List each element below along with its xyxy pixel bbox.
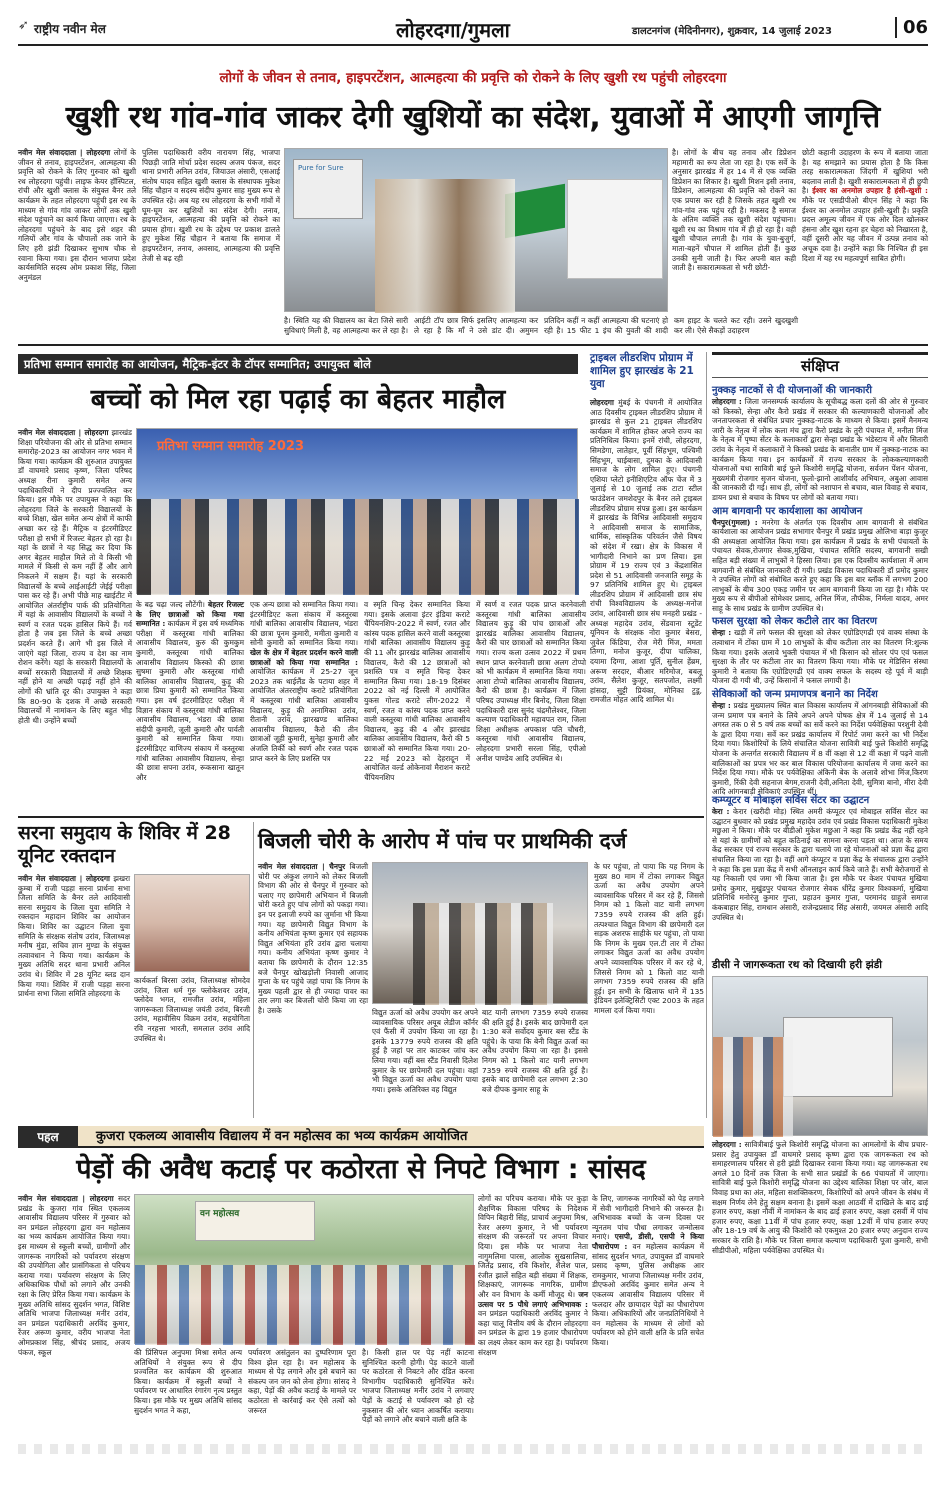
vehicle-shape (783, 1017, 893, 1097)
story1-subhead: ईश्वर का अनमोल उपहार है हंसी-खुशी : (812, 186, 928, 196)
story1-col2: पुलिस पदाधिकारी वरीय नारायण सिंह, भाजपा पिछड़ी जाति मोर्चा प्रदेश सदस्य अजय पंकज, सदर थाना प्रभारी अनिल उरांव, जियाउल अंसारी, एसआई संतोष यादव सहित खुशी क्लास के संस्थापक मुकेश सिंह चौहान व सदस्य संदीप कुमार साह मुख्य रूप से उपस्थित रहे। अब यह रथ लोहरदगा के सभी गांवों में घूम-घूम कर खुशियों का संदेश देगी। तनाव, हाइपरटेंशन, आत्महत्या की प्रवृत्ति को रोकने का प्रयास होगा। खुशी रथ के उद्देश्य पर प्रकाश डालते हुए मुकेश सिंह चौहान ने बताया कि समाज में हाइपरटेंशन, तनाव, अवसाद, आत्महत्या की प्रवृत्ति तेजी से बढ़ रही (142, 148, 280, 263)
story6-col2: की प्रिंसिपल अनुपमा मिश्रा समेत अन्य अतिथियों ने संयुक्त रूप से दीप प्रज्वलित कर कार्यक्रम की शुरुआत किया। कार्यक्रम में स्कूली बच्चों ने पर्यावरण पर आधारित रंगारंग नृत्य प्रस्तुत किया। इस मौके पर मुख्य अतिथि सांसद सुदर्शन भगत ने कहा, (134, 1348, 242, 1415)
story4-dateline: नवीन मेल संवाददाता | लोहरदगा (18, 874, 110, 883)
brief-item: कम्प्यूटर व मोबाइल सर्विस सेंटर का उद्घाटन केरा : केरार (खरीदी मोड़) स्थित अमरी कंप्यूटर एवं मोबाइल सर्विस सेंटर का उद्घाटन बुधवार को प्रखंड प्रमुख महादेव उरांव एवं प्रखंड विकास पदाधिकारी मुकेश मछुआ ने किया। मौके पर बीडीओ मुकेश मछुआ ने कहा कि प्रखंड केंद्र नहीं रहने से यहां के ग्रामीणों को बहुत कठिनाई का सामना करना पड़ता था। आज के समय केंद्र सरकार एवं राज्य सरकार के द्वारा चलाये जा रहे योजनाओं को प्रज्ञा केंद्र द्वारा संचालित किया जा रहा है। वहीं आगे कंप्यूटर व प्रज्ञा केंद्र के संचालक द्वारा उन्होंने ने कहा कि इस प्रज्ञा केंद्र में सभी ऑनलाइन कार्य किये जाते हैं। सभी बेरोजगारों से यह निकाली एवं जमा भी किया जाता है। इस मौके पर केशर पंचायत मुखिया प्रमोद कुमार, मुखुंडपुर पंचायत रोजगार सेवक धीरेंद्र कुमार विश्वकर्मा, मुखिया प्रतिनिधि मनोरंजु कुमार गुप्ता, प्रहाउन कुमार गुप्ता, परमानंद ग्राहुजे समाज कंकबाहार सिंह, रामधान अंसारी, राजेन्द्रप्रसाद सिंह अंसारी, जयमल अंसारी आदि उपस्थित थे। (712, 795, 928, 922)
story6-col4: है। किसी हाल पर पेड़ नहीं काटना सुनिश्चित करनी होगी। पेड़ काटने वालों पर कठोरता से निबटने और दंडित करना विभागीय पदाधिकारी सुनिश्चित करें। भाजपा जिलाध्यक्ष मनीर उरांव ने लगवाए पेड़ों के कटाई से पर्यावरण को हो रहे नुकसान की ओर ध्यान आकर्षित कराया। पेड़ों को लगाने और बचाने वाली क्षति के (362, 1348, 474, 1425)
people-group (713, 1037, 793, 1137)
story4-col2: कार्यकर्ता बिरसा उरांव, जिलाध्यक्ष सोमदेव उरांव, जिला धर्म गुरु फ्लोकेशवर उरांव, फ्लोदेव भगत, रामजीत उरांव, महिला जागरूकता जिलाध्यक्ष जयंती उरांव, बिरजी उरांव, महावीसिय विक्रम उरांव, सहयोगिता रवि नरहत्ता भारती, समलाल उरांव आदि उपस्थित थे। (134, 976, 250, 1043)
van-banner: वन महोत्सव (195, 1201, 315, 1241)
story6-banner (18, 1126, 704, 1148)
story2-col5: में स्वर्ण व रजत पदक प्राप्त करनेवाली कस्तूरबा गांधी बालिका आवासीय विद्यालय कुड़ू की पांच छात्राओं और झारखंड बालिका आवासीय विद्यालय, कैरो की चार छात्राओं को सम्मानित किया गया। राज्य कला उत्सव 2022 में प्रथम स्थान प्राप्त करनेवाली छात्रा अलग टोप्पो को भी कार्यक्रम में सम्मानित किया गया। आशा टोप्पो बालिका आवासीय विद्यालय, कैरो की छात्रा है। कार्यक्रम में जिला परिषद उपाध्यक्ष मीर बिनोद, जिला शिक्षा पदाधिकारी दास सुनंद चंद्रमौलेश्वर, जिला कल्याण पदाधिकारी महावपत राम, जिला शिक्षा अधीक्षक अपकाश पति चौधरी, कस्तूरबा गांधी आवासीय विद्यालय, लोहरदगा प्रभारी सरला सिंह, एपीओ अनीश पाण्डेय आदि उपस्थित थे। (476, 600, 586, 763)
registration-bar (18, 1444, 928, 1454)
story1-dateline: नवीन मेल संवाददाता | लोहरदगा (18, 148, 111, 157)
column-rule (253, 822, 254, 1118)
samman-banner: प्रतिभा सम्मान समारोह 2023 (157, 439, 304, 454)
story2-col1: नवीन मेल संवाददाता | लोहरदगा झारखंड शिक्षा परियोजना की ओर से प्रतिभा सम्मान समारोह-2023 का आयोजन नगर भवन में किया गया। कार्यक्रम की शुरुआत उपायुक्त डॉ वाघमारे प्रसाद कृष्ण, जिला परिषद अध्यक्ष रीना कुमारी समेत अन्य पदाधिकारियों ने दीप प्रज्ज्वलित कर किया। इस मौके पर उपायुक्त ने कहा कि लोहरदगा जिले के सरकारी विद्यालयों के बच्चे शिक्षा, खेल समेत अन्य क्षेत्रों में काफी अच्छा कर रहे हैं। मैट्रिक व इंटरमीडिएट परीक्षा हो सभी में रिजल्ट बेहतर हो रहा है। यहां के छात्रों ने यह सिद्ध कर दिया कि अगर बेहतर माहौल मिले तो वे किसी भी मामले में किसी से कम नहीं हैं और आगे निकलने में सक्षम हैं। यहां के सरकारी विद्यालयों के बच्चे आईआईटी जेईई परीक्षा पास कर रहे हैं। अभी पीछे माह खाईटीट में आयोजित अंतर्राष्ट्रीय पार्क की प्रतियोगिता में यहां के आवासीय विद्यालयों के बच्चों ने स्वर्ण व रजत पदक हासिल किये हैं। गर्व होता है जब इस जिले के बच्चे अच्छा प्रदर्शन करते हैं। आगे भी इस जिले में जाएंगे यहां जिला, राज्य व देश का नाम रोशन करेंगे। यहां के सरकारी विद्यालयों के बच्चों सरकारी विद्यालयों में अच्छे शिक्षक नहीं होने या अच्छी पढ़ाई नहीं होने की लोगों की भ्रांति दूर की। उपायुक्त ने कहा कि 80-90 के दशक में अच्छे सरकारी विद्यालयों में नामांकन के लिए बहुत भीड़ होती थी। उन्होंने बच्चों (18, 428, 132, 725)
section-title: लोहरदगा/गुमला (396, 18, 510, 42)
dc-rath-photo (712, 976, 928, 1136)
brief-item: आम बागवानी पर कार्यशाला का आयोजन चैनपुर(गुमला) : मनरेगा के अंतर्गत एक दिवसीय आम बागवानी से संबंधित कार्यशाला का आयोजन प्रखंड सभागार चैनपुर में प्रखंड प्रमुख ओलिभा बाड़ा कुजूर की अध्यक्षता आयोजित किया गया। इस कार्यक्रम में प्रखंड के सभी पंचायतों के पंचायत सेवक,रोजगार सेवक,मुखिया, पंचायत समिति सदस्य, बागवानी सखी सहित बड़ी संख्या में लाभुकों ने हिस्सा लिया। इस एक दिवसीय कार्यशाला में आम बागवानी से संबंधित जानकारी दी गयी। प्रखंड विकास पदाधिकारी डॉ प्रमोद कुमार ने उपस्थित लोगों को संबोधित करते हुए कहा कि इस बार ब्लॉक में लगभग 200 लाभुकों के बीच 300 एकड़ जमीन पर आम बागवानी किया जा रहा है। मौके पर मुख्य रूप से बीपीओ सोमेश्वर प्रसाद, अनिल मिंज, तौफीक, निर्मला यादव, अमर साहू के साथ प्रखंड के ग्रामीण उपस्थित थे। (712, 505, 928, 613)
story5-dateline: नवीन मेल संवाददाता | चैनपुर (258, 862, 346, 871)
brief-item: सेविकाओं को जन्म प्रमाणपत्र बनाने का निर्देश सेन्हा : प्रखंड मुख्यालय स्थित बाल विकास कार्यालय में आंगनबाड़ी सेविकाओं की जन्म प्रमाण पत्र बनाने के लिये अपने अपने पोषक क्षेत्र में 14 जुलाई से 14 अगस्त तक 0 से 5 वर्ष तक बच्चों का सर्वे करने का निर्देश पर्यवेक्षिका परशुनी देवी के द्वारा दिया गया। सर्वे कर प्रखंड कार्यालय में रिपोर्ट जमा करने का भी निर्देश दिया गया। किशोरियों के लिये संचालित योजना सावित्री बाई फुले किशोरी समृद्धि योजना के अन्तर्गत सरकारी विद्यालय में 8 वीं कक्षा से 12 वीं कक्षा में पढ़ने वाली बालिकाओं का प्रपत्र भर कर बाल विकास परियोजना कार्यालय में जमा करने का निर्देश दिया गया। मौके पर पर्यवेक्षिका अंकिनी बेक के अलावे शोभा मिंज,किरण कुमारी, रिंकी देवी सहनाज बेगम,राजनी देवी,अनिता देवी, सुमित्रा बानो, मीरा देवी आदि आंगनबाड़ी सेविकाएं उपस्थित थीं। (712, 689, 928, 797)
people-group (135, 1265, 475, 1345)
story6-tag: पहल (18, 1126, 78, 1148)
story6-photo (134, 1194, 474, 1344)
sankshipt-title: संक्षिप्त (801, 357, 839, 375)
story5-photo (372, 862, 588, 1004)
paper-logo-icon: ➶ (18, 18, 29, 33)
people-group (375, 179, 515, 313)
story1-col4: है। लोगों के बीच यह तनाव और डिप्रेशन महामारी का रूप लेता जा रहा है। एक सर्वे के अनुसार झारखंड में हर 14 में से एक व्यक्ति डिप्रेशन का शिकार है। खुशी मिशन इसी तनाव, डिप्रेशन, आत्महत्या की प्रवृत्ति को रोकने का एक प्रयास कर रही है जिसके तहत खुशी रथ गांव-गांव तक पहुंच रही है। मकसद है समाज के अंतिम व्यक्ति तक खुशी संदेश पहुंचाना। खुशी रथ का विश्राम गांव में ही हो रहा है। वही खुशी चौपाल लगती है। गांव के युवा-बुजुर्ग, माता-बहनें चौपाल में शामिल होती हैं। कुछ उनकी सुनी जाती है। फिर अपनी बात कही जाती है। सकारात्मकता से भरी छोटी- (672, 148, 796, 273)
billboard-text: Pure for Sure (298, 164, 344, 172)
billboard-sign (293, 159, 363, 219)
page-number: 06 (895, 17, 928, 38)
people-group (413, 903, 553, 1005)
brief-item: नुक्कड़ नाटकों से दी योजनाओं की जानकारी लोहरदगा : जिला जनसम्पर्क कार्यालय के सूचीबद्ध कला दलों की ओर से गुरुवार को किस्को, सेन्हा और कैरो प्रखंड में सरकार की कल्याणकारी योजनाओं और जनतापरकता से संबंधित प्रचार नुक्कड़-नाटक के माध्यम से किया। इसमें मैनमन्य जारी के नेतृत्व में लोक कला मंच द्वारा कैरो प्रखंड के तुरी पंचायत में, मनीता मिंज के नेतृत्व में पृष्पा सेंटर के कलाकारों द्वारा सेन्हा प्रखंड के भंडेस्टाय में और सितारी उरांव के नेतृत्व में कलाकारों ने किस्को प्रखंड के बानातीर ग्राम में नुक्कड़-नाटक का कार्यक्रम किया गया। इन कार्यक्रमों में राज्य सरकार के लोककल्याणकारी योजनाओं यथा सावित्री बाई फुले किशोरी समृद्धि योजना, सर्वजन पेंशन योजना, मुख्यमंत्री रोजगार सृजन योजना, फूलो-झानो आशीर्वाद अभियान, अबुआ आवास की जानकारी दी गई। साथ ही, लोगों को नशापान से बचाव, बाल विवाह से बचाव, डायन प्रथा से बचाव के विषय पर लोगों को बताया गया। (712, 385, 928, 502)
story2-headline: बच्चों को मिल रहा पढ़ाई का बेहतर माहौल (90, 384, 506, 415)
story1-photo (284, 148, 668, 312)
story6-banner-text: कुजरा एकलव्य आवासीय विद्यालय में वन महोत्सव का भव्य कार्यक्रम आयोजित (96, 1129, 468, 1144)
story1-col5: छोटी कहानी उदाहरण के रूप में बताया जाता है। यह समझाने का प्रयास होता है कि किस तरह सकारात्मकता जिंदगी में खुशियां भरी बदलाव लाती है। खुशी सकारात्मकता में ही छुपी है। ईश्वर का अनमोल उपहार है हंसी-खुशी : मौके पर एसडीपीओ बीएन सिंह ने कहा कि ईश्वर का अनमोल उपहार हंसी-खुशी है। प्रकृति प्रदत्त अमूल्य जीवन में एक ओर दिल खोलकर हंसना और खुश रहना हर चेहरा को निखारता है, वहीं दूसरी ओर यह जीवन में उत्पन्न तनाव को अचूक दवा है। उन्होंने कहा कि निश्चित ही इस दिशा में यह रथ महत्वपूर्ण साबित होगी। (802, 148, 928, 263)
story6-col6: के लिए, जागरूक नागरिकों को पेड़ लगाने में सेवी भागीदारी निभाने की जरूरत है। अभिभावक बच्चों के जन्म दिवस पर न्यूनतम पांच पौधा लगाकर जन्मोत्सव मनाएं। एसपी, डीसी, एसपी ने किया पौधारोपण : वन महोत्सव कार्यक्रम में सांसद सुदर्शन भगत, उपायुक्त डॉ वाघमारे प्रसाद कृष्ण, पुलिस अधीक्षक आर रामकुमार, भाजपा जिलाध्यक्ष मनीर उरांव, डीएफओ अरविंद कुमार समेत अन्य ने एकलव्य आवासीय विद्यालय परिसर में फलदार और छायादार पेड़ों का पौधारोपण किया। अधिकारियों और जनप्रतिनिधियों ने वन महोत्सव के माध्यम से लोगों को पर्यावरण को होने वाली क्षति के प्रति सचेत किया। (592, 1194, 704, 1347)
sankshipt-column (712, 382, 928, 797)
story6-col1: नवीन मेल संवाददाता | लोहरदगा सदर प्रखंड के कुजरा गांव स्थित एकलव्य आवासीय विद्यालय परिसर में गुरुवार को वन प्रमंडल लोहरदगा द्वारा वन महोत्सव का भव्य कार्यक्रम आयोजित किया गया। इस माध्यम से स्कूली बच्चों, ग्रामीणों और जागरूक नागरिकों को पर्यावरण संरक्षण की उपयोगिता और प्रासंगिकता से परिचय कराया गया। पर्यावरण संरक्षण के लिए अधिकाधिक पौधों को लगाने और उनकी रक्षा के लिए प्रेरित किया गया। कार्यक्रम के मुख्य अतिथि सांसद सुदर्शन भगत, विशिष्ट अतिथि भाजपा जिलाध्यक्ष मनीर उरांव, वन प्रमंडल पदाधिकारी अरविंद कुमार, रेंजर अरूण कुमार, वरीय भाजपा नेता ओमप्रकाश सिंह, श्रीचंद प्रसाद, अजय पंकज, स्कूल (18, 1194, 130, 1357)
story6-col5: लोगों का परिचय कराया। मौके पर कुड़ा शैक्षणिक विकास परिषद के निदेशक विपिन बिहारी सिंह, प्राचार्य अनुपमा मिश्र, रेंजर अरुण कुमार, ने भी पर्यावरण संरक्षण की जरूरतों पर अपना विचार दिया। इस मौके पर भाजपा नेता नागुमलिमा पारस, आलोक सुखसालिया, जितेंद्र प्रसाद, रवि किशोर, शैलेश पाल, रंजीत झालें सहित बड़ी संख्या में शिक्षक, शिक्षकाएं, जागरूक नागरिक, ग्रामीण और वन विभाग के कर्मी मौजूद थे। जन उत्सव पर 5 पौधे लगाएं अभिभावक : वन प्रमंडल पदाधिकारी अरविंद कुमार ने कहा चालू वित्तीय वर्ष के दौरान लोहरदगा वन प्रमंडल के द्वारा 19 हजार पौधारोपण का लक्ष्य लेकर काम कर रहा है। पर्यावरण संरक्षण (478, 1194, 588, 1357)
story4-headline: सरना समुदाय के शिविर में 28 यूनिट रक्तदान (18, 822, 231, 867)
brief-item: फसल सुरक्षा को लेकर कटीले तार का वितरण सेन्हा : खड़ी में लगे फसल की सुरक्षा को लेकर एग्रोडिएगढी एवं वाक्य संस्था के तत्वाधान में टोंका ग्राम में 10 लाभुकों के बीच कटीला तार का वितरण नि:शुल्क किया गया। इसके अलावे भुक्ती पंचायत में भी किसान को सोलर पंप एवं फसल सुरक्षा के तौर पर कटीला तार का वितरण किया गया। मौके पर मेडिसिन संस्था कुमारी ने बताया कि एग्रोडिएगढी एवं वाक्य सफल के सदस्य रहे पूर्व में बाड़ी योजना दी गयी थी, उन्हें किसानों ने फसल लगायी है। (712, 616, 928, 686)
story4-photo (134, 874, 250, 972)
story1-headline: खुशी रथ गांव-गांव जाकर देगी खुशियों का संदेश, युवाओं में आएगी जागृत्ति (65, 100, 881, 135)
story1-kicker: लोगों के जीवन से तनाव, हाइपरटेंशन, आत्महत्या की प्रवृत्ति को रोकने के लिए खुशी रथ पहुंची लोहरदगा (219, 70, 727, 86)
story2-col2: के बढ़ चढ़ा जल्द लौटेंगी। बेहतर रिजल्ट के लिए छात्राओं को किया गया सम्मानित : कार्यक्रम में इस वर्ष मध्यमिक परीक्षा में कस्तूरबा गांधी बालिका आवासीय विद्यालय, कुरु की कुमकुम कुमारी, कस्तूरबा गांधी बालिका आवासीय विद्यालय किस्को की छात्रा सुषमा कुमारी और कस्तूरबा गांधी बालिका आवासीय विद्यालय, कुड़ू की छात्रा प्रिया कुमारी को सम्मानित किया गया। इस वर्ष इंटरमीडिएट परीक्षा में विज्ञान संकाय में कस्तूरबा गांधी बालिका आवासीय विद्यालय, भंडरा की छात्रा संदीपी कुमारी, जूली कुमारी और पार्वती कुमारी को सम्मानित किया गया। इंटरमीडिएट वाणिज्य संकाय में कस्तूरबा गांधी बालिका आवासीय विद्यालय, सेन्हा की छात्रा सपना उरांव, रूकसाना खातून और (136, 600, 244, 782)
story5-col3: बाट यानी लगभग 7359 रुपये राजस्व की क्षति हुई है। इसके बाद छापेमारी दल 1:30 बजे सर्वोदय कुमार बस स्टैंड के पहुंचे। के पाया कि बेनी विद्युत ऊर्जा का अवैध उपयोग किया जा रहा है। इससे निगम को 1 किलो वाट यानी लगभग 7359 रुपये राजस्व की क्षति हुई है। इसके बाद छापेमारी दल लगभग 2:30 बजे दीपक कुमार साहू के (482, 1008, 588, 1094)
story2-banner: प्रतिभा सम्मान समारोह का आयोजन, मैट्रिक-इंटर के टॉपर सम्मानित; उपायुक्त बोले (18, 354, 578, 374)
story5-col4: के घर पहुंचा, तो पाया कि यह निगम के मुख्य 80 माम में टोका लगाकर विद्युत ऊर्जा का अवैध उपयोग अपने व्यावसायिक परिसर में कर रहे हैं, जिससे निगम को 1 किलो वाट यानी लगभग 7359 रुपये राजस्व की क्षति हुई। तत्पश्चात विद्युत विभाग की छापेमारी दल सड़क अशरफ साहीके घर पहुंचा, तो पाया कि निगम के मुख्य एल.टी तार में टोका लगाकर विद्युत ऊर्जा का अवैध उपयोग अपने व्यावसायिक परिसर में कर रहे थे, जिससे निगम को 1 किलो वाट यानी लगभग 7359 रुपये राजस्व की क्षति हुई। इन सभी के खिलाफ थाने में 135 इंडियन इलेक्ट्रिसिटी एक्ट 2003 के तहत मामला दर्ज किया गया। (594, 862, 704, 1015)
dateline: डालटनगंज (मेदिनीनगर), शुक्रवार, 14 जुलाई 2023 (632, 26, 832, 37)
divider (18, 816, 704, 818)
story5-col2: विद्युत ऊर्जा को अवैध उपयोग कर अपने व्यावसायिक परिसर अयूब लेडीज कॉर्नर एवं फैंसी में उपयोग किया जा रहा है। इसके 13779 रुपये राजस्व की क्षति हुई है जहां पर तार काटकर जांच कर लिया गया। वहीं बस स्टैंड निवासी दिलेश कुमार के घर छापेमारी दल पहुंचा। वहां भी विद्युत ऊर्जा का अवैध उपयोग पाया गया। इसके अतिरिक्त वह विद्युत (372, 1008, 478, 1094)
story3-body: लोहरदगा मुंबई के पंचगनी में आयोजित आठ दिवसीय ट्राइबल लीडरशिप प्रोग्राम में झारखंड से कुल 21 ट्राइबल लीडरशिप कार्यक्रम में शामिल होकर अपने राज्य का प्रतिनिधित्व किया। इनमें रांची, लोहरदगा, सिमडेगा, लातेहार, पूर्वी सिंहभूम, पश्चिमी सिंहभूम, चाईबासा, दुमका के आदिवासी समाज के लोग शामिल हुए। पंचगनी एशिया प्लेटो इनीशिएटिव ऑफ चेंज में 3 जुलाई से 10 जुलाई तक टाटा स्टील फाउंडेशन जमशेदपुर के बैनर तले ट्राइबल लीडरशिप प्रोग्राम संपन्न हुआ। इस कार्यक्रम में झारखंड के विभिन्न आदिवासी समुदाय ने आदिवासी समाज के सामाजिक, धार्मिक, सांस्कृतिक परिवर्तन जैसे विषय को संदेश में रखा। क्षेत्र के विकास में भागीदारी निभाने का प्रण लिया। इस प्रोग्राम में 19 राज्य एवं 3 केंद्रशासित प्रदेश से 51 आदिवासी जनजाति समूह के 97 प्रतिनिधि शामिल हुए थे। ट्राइबल लीडरशिप प्रोग्राम में आदिवासी छात्र संघ रांची विश्वविद्यालय के अध्यक्ष-मनोज उरांव, आदिवासी छात्र संघ मनहरी प्रखंड - अध्यक्ष महादेव उरांव, सेंडवाना स्टूडेंट यूनियन के संरक्षक नोरा कुमार बेसरा, जुवेल किंडिया, रोज मेरी मिंज, ममता तिग्गा, मनोज कुजूर, दीपा चालिका, दयामा दिग्गा, आशा पूर्ति, सुनील हेंब्रम, अरूण सरदार, बीआर मरिमोज, बबलू उरांव, सैलेश कुजूर, सतपजोत, लक्ष्मी हांसदा, सुट्टी प्रियंका, मोनिका टुडू, रामजीत मोहत आदि शामिल थे। (590, 398, 702, 705)
dc-rath-body: लोहरदगा : सावित्रीबाई फुले किशोरी समृद्धि योजना का आमलोगों के बीच प्रचार-प्रसार हेतु उपायुक्त डॉ वाघमारे प्रसाद कृष्ण द्वारा एक जागरूकता रथ को समाहरणालय परिसर से हरी झंडी दिखाकर रवाना किया गया। यह जागरूकता रथ अगले 10 दिनों तक जिला के सभी सात प्रखंडों के 66 पंचायतों में जाएगा। सावित्री बाई फुले किशोरी समृद्धि योजना का उद्देश्य बालिका शिक्षा पर जोर, बाल विवाह प्रथा का अंत, महिला सशक्तिकरण, किशोरियों को अपने जीवन के संबंध में सक्षम निर्णय लेने हेतु सक्षम बनाना है। इसमें कक्षा आठवीं में दाखिले के बाद ढाई हजार रुपए, कक्षा नौवीं में नामांकन के बाद ढाई हजार रुपए, कक्षा दसवीं में पांच हजार रुपए, कक्षा 11वीं में पांच हजार रुपए, कक्षा 12वीं में पांच हजार रुपए और 18-19 वर्ष के आयु की किशोरी को एकमुश्त 20 हजार रुपए अनुदान राज्य सरकार के राशि है। मौके पर जिला समाज कल्याण पदाधिकारी पूजा कुमारी, सभी सीडीपीओ, महिला पर्यवेक्षिका उपस्थित थे। (712, 1140, 928, 1255)
vehicle-shape (567, 179, 663, 279)
story1-under-photo: है। स्थिति यह की विद्यालय का बेटा जिसे सारी सुविधाएं मिली है, वह आत्महत्या कर ले रहा है। आईटी टॉप छात्र सिर्फ इसलिए आत्महत्या कर ले रहा है कि माँ ने उसे डांट दी। अमुमन प्रतिदिन कहीं न कहीं आत्महत्या की घटनाएं हो रही है। 15 फीट 1 इंच की युवती की शादी कम हाइट के चलते कट रही। उसने खुदखुशी कर ली। ऐसे सैकड़ों उदाहरण (284, 316, 798, 335)
story2-dateline: नवीन मेल संवाददाता | लोहरदगा (18, 428, 109, 437)
story6-col3: पर्यावरण असंतुलन का दुष्परिणाम पूरा विश्व झेल रहा है। वन महोत्सव के माध्यम से पेड़ लगाने और इसे बचाने का संकल्प जन जन को लेना होगा। सांसद ने कहा, पेड़ों की अवैध कटाई के मामले पर कठोरता से कार्रवाई कर ऐसे तत्वों को जरूरत (248, 1348, 356, 1415)
story6-headline: पेड़ों की अवैध कटाई पर कठोरता से निपटे विभाग : सांसद (76, 1154, 646, 1185)
story1-col1: नवीन मेल संवाददाता | लोहरदगा लोगों के जीवन से तनाव, हाइपरटेंशन, आत्महत्या की प्रवृत्ति को रोकने के लिए गुरुवार को खुशी रथ लोहरदगा पहुंची। लाइफ केयर हॉस्पिटल, रांची और खुशी क्लास के संयुक्त बैनर तले कार्यक्रम के तहत लोहरदगा पहुंची इस रथ के माध्यम से गांव गांव जाकर लोगों तक खुशी संदेश पहुंचाने का कार्य किया जाएगा। रथ के लोहरदगा पहुंचने के बाद इसे शहर की गलियों और गांव के चौपालों तक जाने के लिए हरी झंडी दिखाकर सुभाष चौक से रवाना किया गया। इस दौरान भाजपा प्रदेश कार्यसमिति सदस्य ओम प्रकाश सिंह, जिला अनुमंडल (18, 148, 136, 282)
students-row (137, 499, 579, 595)
story6-dateline: नवीन मेल संवाददाता | लोहरदगा (18, 1194, 114, 1203)
brief-item-dc: डीसी ने जागरूकता रथ को दिखायी हरी झंडी (712, 959, 882, 971)
divider (18, 344, 928, 346)
sankshipt-title-box (712, 352, 928, 378)
story2-col3: एक अन्य छात्रा को सम्मानित किया गया। इंटरमीडिएट कला संकाय में कस्तूरबा गांधी बालिका आवासीय विद्यालय, भंडरा की छात्रा पूनम कुमारी, ममीता कुमारी व सोनी कुमारी को सम्मानित किया गया। खेल के क्षेत्र में बेहतर प्रदर्शन करने वाली छात्राओं को किया गया सम्मानित : आयोजित कार्यक्रम में 25-27 जून 2023 तक थाईलैंड के पटाया शहर में आयोजित अंतरराष्ट्रीय कराटे प्रतियोगिता में कस्तूरबा गांधी बालिका आवासीय विद्यालय, कुड़ू की अनामिका उरांव, रीतानी उरांव, झारखण्ड बालिका आवासीय विद्यालय, कैरो की तीन छात्राओं जूही कुमारी, सुनेहा कुमारी और अंजलि तिर्की को स्वर्ण और रजत पदक प्राप्त करने के लिए प्रशस्ति पत्र (250, 600, 358, 763)
masthead (18, 14, 928, 46)
story2-photo (136, 428, 578, 594)
story5-headline: बिजली चोरी के आरोप में पांच पर प्राथमिकी दर्ज (258, 829, 627, 853)
story3-dateline: लोहरदगा (590, 398, 614, 407)
story4-col1: नवीन मेल संवाददाता | लोहरदगा झखरा कुम्बा में राजी पड़हा सरना प्रार्थना सभा जिला समिति के बैनर तले आदिवासी सरना समुदाय के जिला युवा समिति ने रक्तदान महादान शिविर का आयोजन किया। शिविर का उद्घाटन जिला युवा समिति के संरक्षक संतोष उरांव, जिलाध्यक्ष मनीष मुंडा, सचिव ज्ञान मुण्डा के संयुक्त तत्वावधान ने किया गया। कार्यक्रम के मुख्य अतिथि सदर थाना प्रभारी अनिल उरांव थे। शिविर में 28 यूनिट ब्लड दान किया गया। शिविर में राजी पड़हा सरना प्रार्थना सभा जिला समिति लोहरदगा के (18, 874, 130, 999)
story2-col4: व स्मृति चिन्ह देकर सम्मानित किया गया। इसके अलावा इंटर इंडिया कराटे चैंपियनशिप-2022 में स्वर्ण, रजत और कांस्य पदक हासिल करने वाली कस्तूरबा गांधी बालिका आवासीय विद्यालय कुड़ू की 11 और झारखंड बालिका आवासीय विद्यालय, कैरो की 12 छात्राओं को प्रशस्ति पत्र व स्मृति चिन्ह देकर सम्मानित किया गया। 18-19 दिसंबर 2022 को नई दिल्ली में आयोजित युकस गोल्ड कराटे लीग-2022 में स्वर्ण, रजत व कांस्य पदक प्राप्त करने वाली कस्तूरबा गांधी बालिका आवासीय विद्यालय, कुड़ू की 4 और झारखंड बालिका आवासीय विद्यालय, कैरो की 5 छात्राओं को सम्मानित किया गया। 20-22 मई 2023 को देहरादून में आयोजित वर्ल्ड ओकेनावां मैराशन कराटे चैंपियनशिप (364, 600, 470, 782)
paper-name: राष्ट्रीय नवीन मेल (34, 22, 106, 36)
column-rule (706, 352, 707, 1118)
story3-headline: ट्राइबल लीडरशिप प्रोग्राम में शामिल हुए झारखंड के 21 युवा (590, 352, 694, 390)
sankshipt-column-2 (712, 792, 928, 952)
story5-col1: नवीन मेल संवाददाता | चैनपुर बिजली चोरी पर अंकुश लगाने को लेकर बिजली विभाग की ओर से चैनपुर में गुरुवार को चलाए गए छापेमारी अभियान में बिजली चोरी करते हुए पांच लोगों को पकड़ा गया। इन पर इलाजी रुपये का जुर्माना भी किया गया। यह छापेमारी विद्युत विभाग के कनीय अभियंता कृष्ण कुमार एवं सहायक विद्युत अभियंता हरि उरांव द्वारा चलाया गया। कनीय अभियंता कृष्ण कुमार ने बताया कि छापेमारी के दौरान 12:35 बजे चैनपुर खोखड़ोली निवासी आजाद गुप्ता के घर पहुंचे जहां पाया कि निगम के मुख्य पहली द्वार से ही ज्यादा पावर का तार लगा कर बिजली चोरी किया जा रहा है। उसके (258, 862, 368, 1015)
